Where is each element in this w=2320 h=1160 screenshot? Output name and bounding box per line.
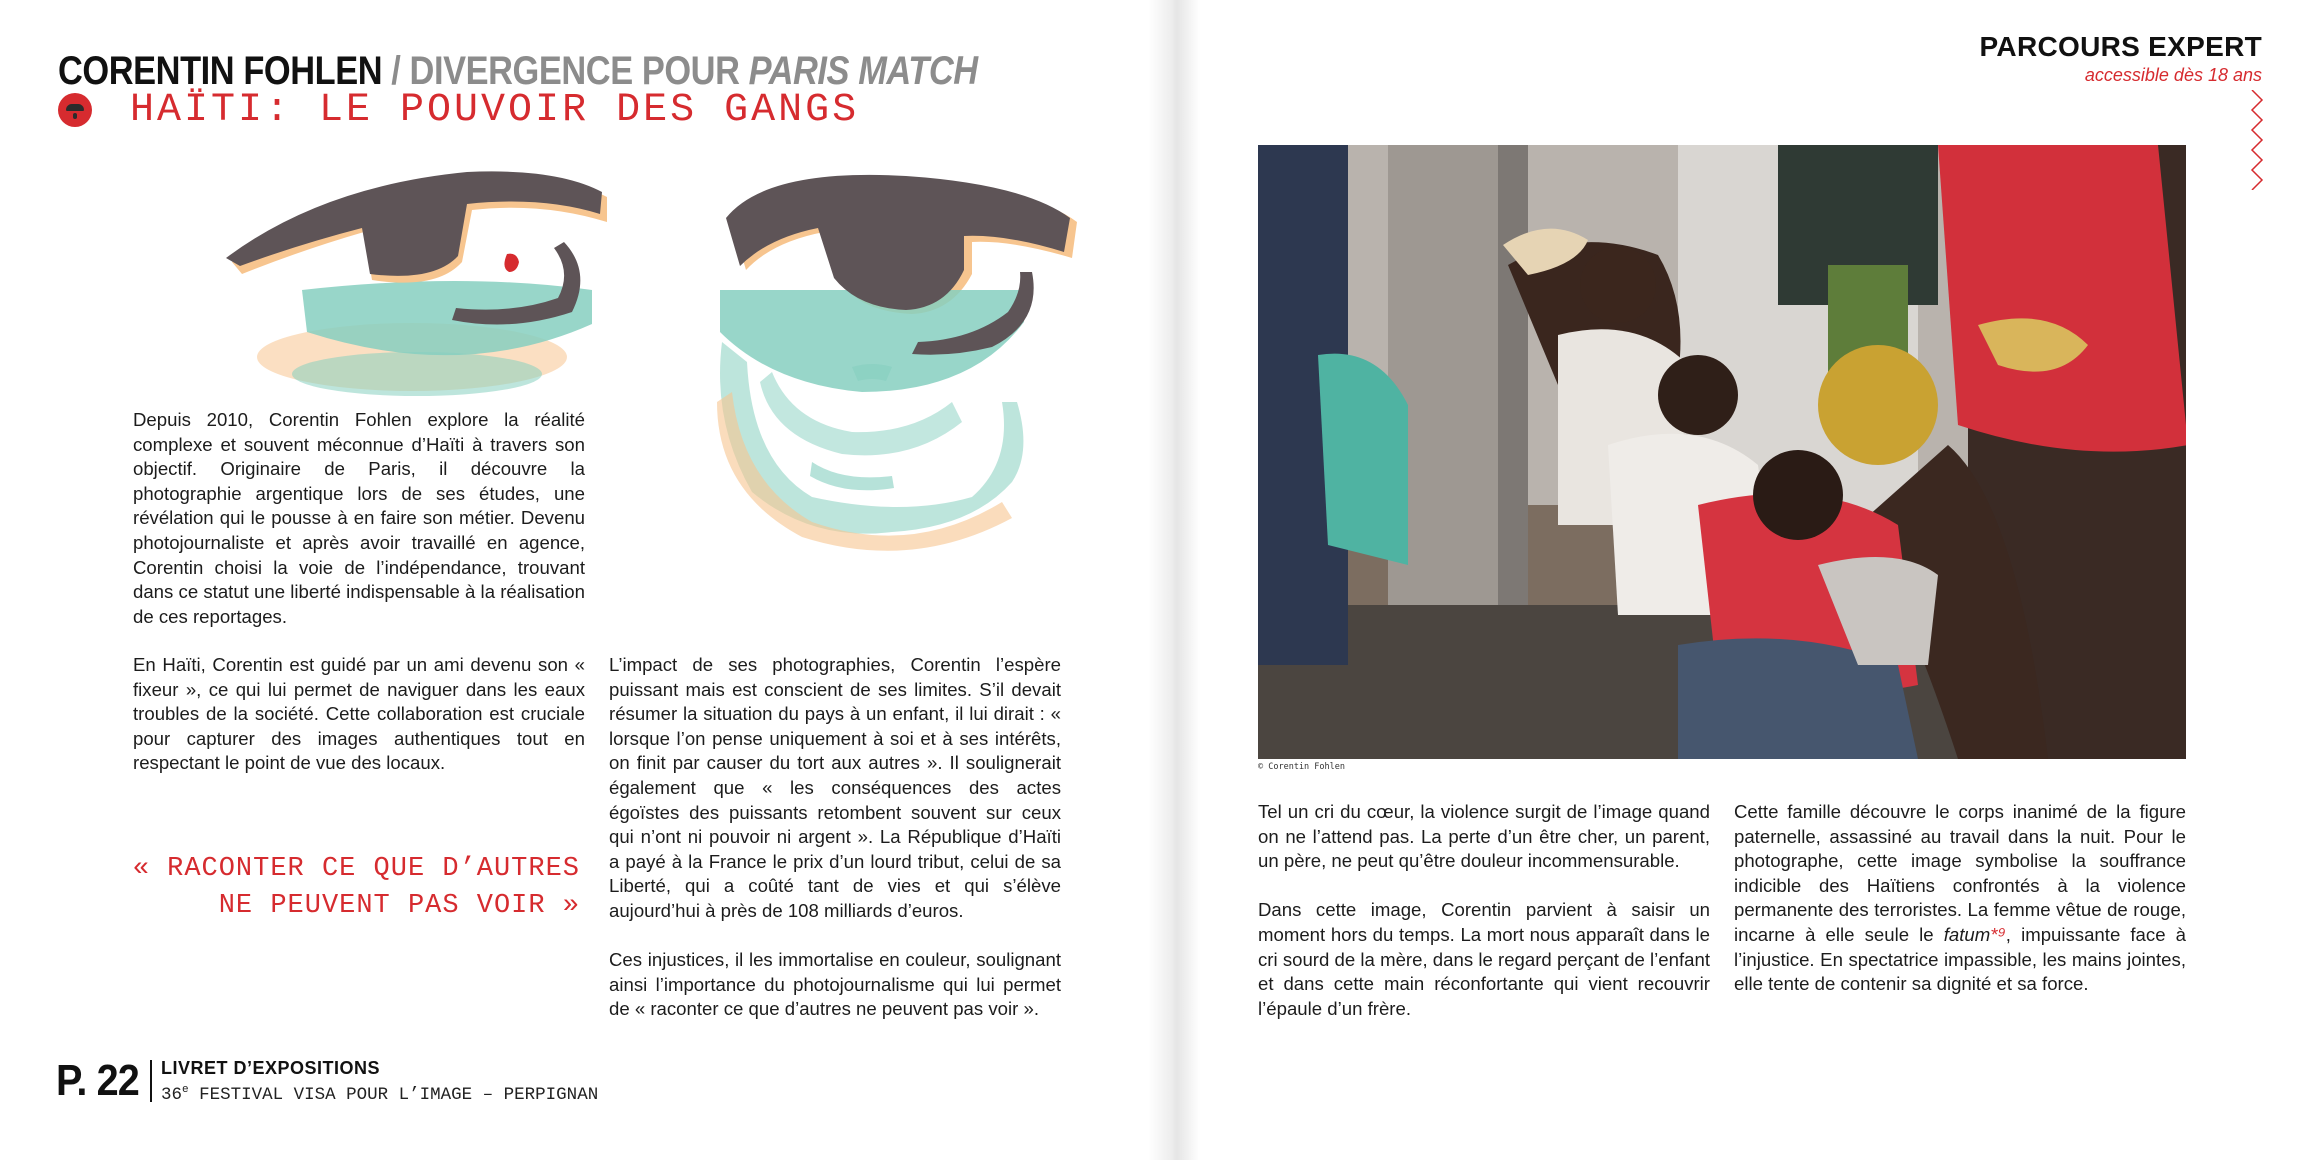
expert-track-age: accessible dès 18 ans (2084, 65, 2262, 85)
headline-agency: DIVERGENCE POUR (409, 49, 749, 93)
festival-edition: 36 (161, 1084, 183, 1105)
impact-paragraph: L’impact de ses photographies, Corentin l’espère puissant mais est conscient de ses limites. S’il devait résumer la situation du pays à un enfant, il lui dirait : « lorsque l’on pense uniquement à soi et à ses intérêts, on finit par causer du tort aux autres ». Il soulignerait également que « les conséquences des actes égoïstes des puissants retombent souvent sur ceux qui n’ont ni pouvoir ni argent ». La République d’Haïti a payé à la France le prix d’un lourd tribut, celui de sa Liberté, qui a coûté tant de vies et qui s’élève aujourd’hui à près de 108 milliards d’euros. (609, 654, 1061, 921)
photo-credit: © Corentin Fohlen (1258, 762, 1345, 772)
crying-eye-icon (58, 93, 92, 127)
headline-separator: / (382, 49, 410, 93)
pull-quote-line-2: NE PEUVENT PAS VOIR » (218, 891, 580, 921)
pull-quote (98, 851, 580, 925)
right-column (609, 653, 1061, 1022)
footer-booklet-title: LIVRET D’EXPOSITIONS (161, 1057, 381, 1078)
festival-edition-suffix: e (182, 1083, 189, 1096)
expert-track-badge (1980, 30, 2262, 86)
family-paragraph (1734, 800, 2186, 997)
page-footer (56, 1056, 598, 1106)
haiti-family-photo (1258, 145, 2186, 759)
right-eye-illustration (717, 175, 1077, 551)
intro-paragraph: Depuis 2010, Corentin Fohlen explore la réalité complexe et souvent méconnue d’Haïti à travers son objectif. Originaire de Paris, il découvre la photographie argentique lors de ses études, une révélation qui le pousse à en faire son métier. Devenu photojournaliste et après avoir travaillé en agence, Corentin choisi la voie de l’indépendance, trouvant dans ce statut une liberté indispensable à la réalisation de ces reportages. (133, 409, 585, 627)
page-number: P. 22 (56, 1056, 139, 1105)
fatum-term: fatum (1943, 923, 1991, 945)
injustice-paragraph: Ces injustices, il les immortalise en couleur, soulignant ainsi l’importance du photojournalisme qui lui permet de « raconter ce que d’autres ne peuvent pas voir ». (609, 949, 1061, 1020)
subtitle-row (58, 88, 859, 132)
left-column (133, 653, 585, 776)
pull-quote-line-1: « RACONTER CE QUE D’AUTRES (132, 854, 580, 884)
scream-paragraph: Tel un cri du cœur, la violence surgit de l’image quand on ne l’attend pas. La perte d’un être cher, un parent, un père, ne peut qu’être douleur incommensurable. (1258, 801, 1710, 872)
headline-magazine: PARIS MATCH (748, 49, 978, 93)
caption-column-2 (1734, 800, 2186, 997)
footer-festival (161, 1079, 598, 1106)
fixer-paragraph: En Haïti, Corentin est guidé par un ami devenu son « fixeur », ce qui lui permet de naviguer dans les eaux troubles de la société. Cette collaboration est cruciale pour capturer des images authentiques tout en respectant le point de vue des locaux. (133, 654, 585, 774)
footer-divider (150, 1060, 152, 1102)
intro-column-paragraph (133, 408, 585, 629)
caption-column-1 (1258, 800, 1710, 1021)
book-gutter-shadow (1148, 0, 1200, 1160)
expert-track-title: PARCOURS EXPERT (1979, 31, 2262, 62)
family-text-end: , impuissante face à l’injustice. En spectatrice impassible, les mains jointes, elle tente de contenir sa dignité et sa force. (1734, 923, 2186, 995)
zigzag-ornament (2250, 90, 2264, 190)
festival-name: FESTIVAL VISA POUR L’IMAGE – PERPIGNAN (188, 1084, 599, 1105)
family-text-start: Cette famille découvre le corps inanimé de la figure paternelle, assassiné au travail dans la nuit. Pour le photographe, cette image symbolise la souffrance indicible des Haïtiens confrontés à la violence permanente des terroristes. La femme vêtue de rouge, incarne à elle seule le (1734, 801, 2186, 945)
moment-paragraph: Dans cette image, Corentin parvient à saisir un moment hors du temps. La mort nous apparaît dans le cri sourd de la mère, dans le regard perçant de l’enfant et dans cette main réconfortante qui vient recouvrir l’épaule d’un frère. (1258, 899, 1710, 1019)
headline-author: CORENTIN FOHLEN (58, 49, 383, 93)
footnote-marker: *⁹ (1990, 923, 2006, 945)
left-eye-illustration (226, 171, 607, 396)
footer-text (161, 1057, 598, 1106)
page-subtitle: HAÏTI: LE POUVOIR DES GANGS (130, 87, 860, 133)
